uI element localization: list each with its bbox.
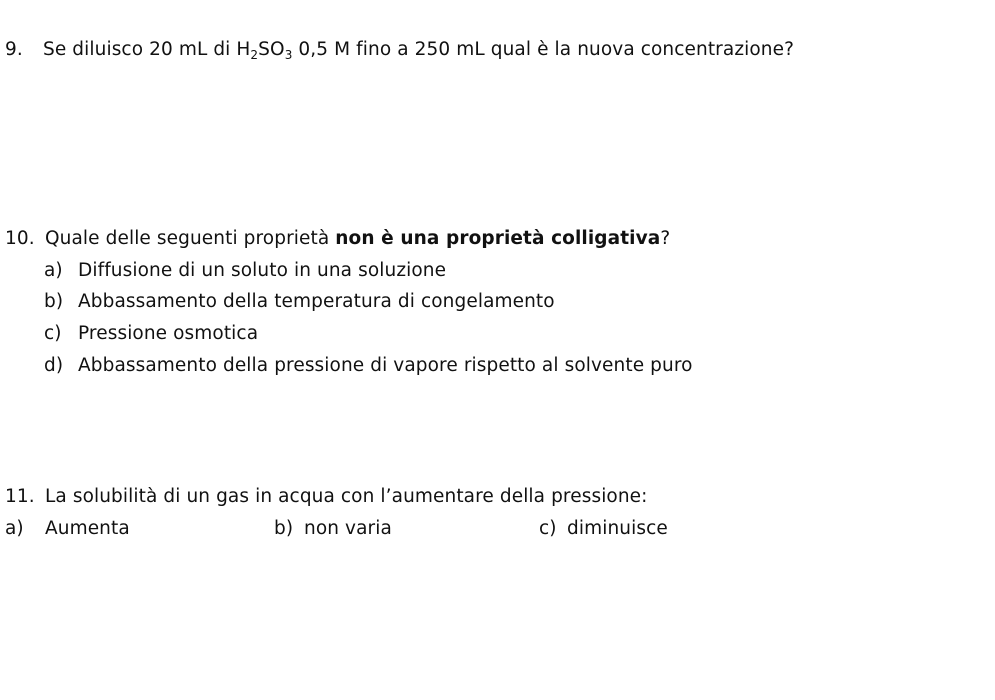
question-11 (5, 485, 648, 509)
question-11-option-b (274, 517, 392, 541)
question-10-text-after: ? (660, 228, 671, 249)
question-11-number: 11. (5, 486, 35, 507)
option-text: Abbassamento della temperatura di congelamento (78, 291, 555, 312)
question-11-option-a (5, 517, 130, 541)
option-text: diminuisce (567, 518, 668, 539)
question-11-option-c (539, 517, 668, 541)
question-10 (5, 227, 670, 251)
question-10-number: 10. (5, 228, 35, 249)
question-9 (5, 38, 794, 62)
option-text: Aumenta (45, 518, 130, 539)
question-10-option-c (44, 322, 258, 346)
question-10-option-b (44, 290, 555, 314)
option-text: Abbassamento della pressione di vapore rispetto al solvente puro (78, 355, 693, 376)
formula-h-subscript: 2 (250, 48, 259, 62)
formula-so-subscript: 3 (284, 48, 293, 62)
question-10-option-d (44, 354, 693, 378)
formula-so: SO (258, 39, 285, 60)
question-9-number: 9. (5, 39, 23, 60)
option-text: non varia (304, 518, 392, 539)
option-label: a) (44, 260, 63, 281)
question-11-text: La solubilità di un gas in acqua con l’aumentare della pressione: (45, 486, 648, 507)
option-text: Pressione osmotica (78, 323, 259, 344)
option-label: c) (539, 518, 557, 539)
question-10-option-a (44, 259, 446, 283)
formula-h: H (236, 39, 251, 60)
chemical-formula (236, 39, 292, 60)
option-label: b) (274, 518, 294, 539)
question-9-text-after: 0,5 M fino a 250 mL qual è la nuova concentrazione? (292, 39, 795, 60)
question-9-text-before: Se diluisco 20 mL di (43, 39, 237, 60)
option-text: Diffusione di un soluto in una soluzione (78, 260, 447, 281)
option-label: a) (5, 518, 24, 539)
option-label: d) (44, 355, 64, 376)
question-10-text-before: Quale delle seguenti proprietà (45, 228, 336, 249)
option-label: c) (44, 323, 62, 344)
option-label: b) (44, 291, 64, 312)
question-10-text-bold: non è una proprietà colligativa (335, 228, 661, 249)
